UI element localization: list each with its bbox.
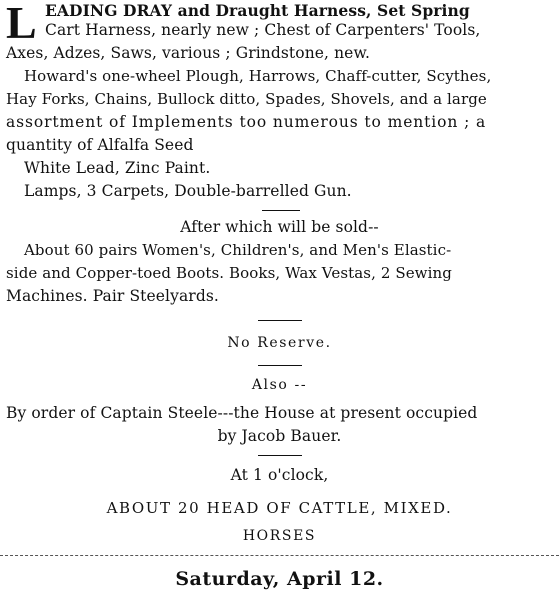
text-line: White Lead, Zinc Paint. [24,159,211,177]
text-line: assortment of Implements too numerous to mention ; a [6,113,487,131]
text-line: quantity of Alfalfa Seed [6,136,194,154]
horses-line: HORSES [242,528,317,544]
text-line: About 60 pairs Women's, Children's, and Men's Elastic- [24,241,452,259]
section-rule [258,365,302,366]
also-heading: Also -- [251,377,308,393]
text-line: Howard's one-wheel Plough, Harrows, Chaff-cutter, Scythes, [24,67,492,85]
section-rule [262,210,300,211]
dashed-divider [0,555,559,556]
section-rule [258,455,302,456]
cattle-line: ABOUT 20 HEAD OF CATTLE, MIXED. [106,499,453,517]
text-line: EADING DRAY and Draught Harness, Set Spring [45,1,470,20]
text-line: Lamps, 3 Carpets, Double-barrelled Gun. [24,182,352,200]
text-line: By order of Captain Steele---the House at present occupied [6,404,478,422]
sale-date: Saturday, April 12. [175,568,384,590]
drop-cap: L [6,0,37,48]
section-rule [258,320,302,321]
time-line: At 1 o'clock, [230,466,329,484]
text-line: by Jacob Bauer. [217,427,342,445]
text-line: Cart Harness, nearly new ; Chest of Carpenters' Tools, [45,21,481,39]
text-line: Axes, Adzes, Saws, various ; Grindstone, new. [6,44,371,62]
text-line: Machines. Pair Steelyards. [6,287,219,305]
text-line: Hay Forks, Chains, Bullock ditto, Spades, Shovels, and a large [6,90,487,108]
text-line: side and Copper-toed Boots. Books, Wax Vestas, 2 Sewing [6,264,452,282]
no-reserve: No Reserve. [227,335,332,351]
sold-heading: After which will be sold-- [180,218,379,236]
